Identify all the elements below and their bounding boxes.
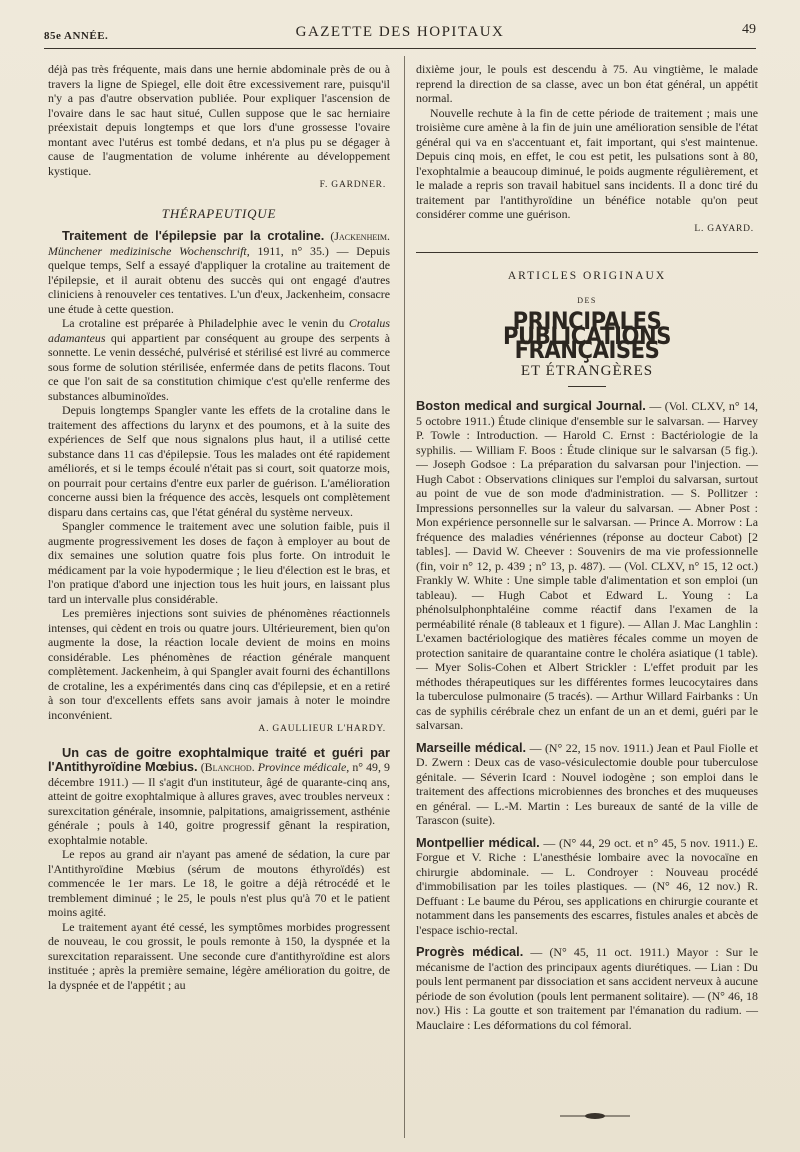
heading-line-2: DES xyxy=(577,295,597,305)
journal-entry-marseille xyxy=(416,741,758,828)
article-text: qui appartient par conséquent au groupe des serpents à sonnette. Le venin desséché, pulvérisé et stérilisé est livré au commerce sous forme de solution stérilisée, enfermée dans de petits flacons. Tout ce que l'on sait de sa constitution chimique c'est qu'elle renferme des substances albuminoïdes. xyxy=(48,330,390,403)
column-divider xyxy=(404,56,405,1138)
article-ref: 1911, n° 35.) xyxy=(249,243,329,258)
article-text: — Depuis quelque temps, Self a essayé d'appliquer la crotaline au traitement de l'épilepsie, et il aurait obtenu des succès qui ont engagé d'autres cliniciens à renouveler ces tentatives. L'un d'eux, Jackenheim, consacre une étude à cette question. xyxy=(48,243,390,316)
article-source: Province médicale, xyxy=(257,760,350,774)
article-lead xyxy=(48,229,390,316)
journal-entry-montpellier xyxy=(416,836,758,938)
right-column xyxy=(416,62,758,1040)
article-goitre xyxy=(48,746,390,993)
article-author: (Jackenheim. xyxy=(330,229,390,243)
article-author: (Blanchod. xyxy=(200,760,255,774)
section-rule xyxy=(416,252,758,253)
article-paragraph: Depuis longtemps Spangler vante les effets de la crotaline dans le traitement des affections du larynx et des poumons, et à la suite des expériences de Self que nous signalons plus haut, il a utilisé cette substance dans 11 cas d'épilepsie. Tous les malades ont été rapidement améliorés, et si le temps écoulé n'était pas si court, soit quatorze mois, on pourrait pour certains d'entre eux parler de guérison. L'amélioration concerne aussi bien la fréquence des accès, lesquels ont complètement disparu dans certains cas, que l'état général du système nerveux. xyxy=(48,403,390,519)
article-paragraph: Le repos au grand air n'ayant pas amené de sédation, la cure par l'Antithyroïdine Mœbius (sérum de moutons éthyroïdés) est commencée le 1er mars. Le 18, le goitre a déjà rétrocédé et le tremblement diminué ; le 25, le pouls n'est plus qu'à 70 et le patient moins agité. xyxy=(48,847,390,919)
journal-name: Boston medical and surgical Journal. xyxy=(416,398,646,413)
journal-entry-progres xyxy=(416,945,758,1032)
heading-line-1: ARTICLES ORIGINAUX xyxy=(507,270,667,282)
continued-paragraph: dixième jour, le pouls est descendu à 75. Au vingtième, le malade reprend la direction de sa classe, avec un bon état général, un appétit normal. xyxy=(416,62,758,105)
end-ornament-icon xyxy=(560,1112,630,1120)
article-text: La crotaline est préparée à Philadelphie avec le venin du xyxy=(62,316,349,330)
journal-title: GAZETTE DES HOPITAUX xyxy=(295,24,505,40)
article-source: Münchener medizinische Wochenschrift, xyxy=(48,243,250,258)
journal-name: Progrès médical. xyxy=(416,944,524,959)
continued-signature: L. GAYARD. xyxy=(694,223,754,234)
journal-paragraph xyxy=(416,741,758,828)
journal-text: — (N° 44, 29 oct. et n° 45, 5 nov. 1911.) E. Forgue et V. Riche : L'anesthésie lombaire avec la novocaïne en chirurgie abdominale. — L. Condroyer : Nouveau procédé d'immobilisation par les toiles plastiques. — (N° 46, 12 nov.) R. Deffuant : Le baume du Pérou, ses applications en chirurgie courante et notamment dans les pansements des escarres, fistules anales et abcès de l'espace ischio-rectal. xyxy=(416,835,758,937)
journal-text: — (N° 45, 11 oct. 1911.) Mayor : Sur le mécanisme de l'action des principaux agents diurétiques. — Lian : Du pouls lent permanent par dissociation et sans accident nerveux à aucune période de son évolution (pouls lent permanent solitaire). — (N° 46, 18 nov.) His : La goutte et son traitement par l'émanation du radium. — Mauclaire : Les déformations du col fémoral. xyxy=(416,945,758,1032)
publications-heading xyxy=(416,269,758,387)
running-header xyxy=(44,22,756,46)
heading-line-4: ET ÉTRANGÈRES xyxy=(520,362,654,379)
journal-text: — (Vol. CLXV, n° 14, 5 octobre 1911.) Étude clinique d'ensemble sur le salvarsan. — Harvey P. Towle : Introduction. — Harold C. Ernst : Bactériologie de la syphilis. — William F. Boos : Étude clinique sur le salvarsan (5 fig.). — Joseph Godsoe : La préparation du salvarsan pour l'injection. — Hugh Cabot : Observations cliniques sur l'emploi du salvarsan, surtout au point de vue de son mode d'administration. — S. Pollitzer : Impressions personnelles sur la valeur du salvarsan. — Abner Post : Mon expérience personnelle sur le salvarsan. — Prince A. Morrow : La fréquence des maladies vénériennes (réponse au docteur Cabot) [2 tables]. — David W. Cheever : Souvenirs de ma vie professionnelle (fin, voir n° 12, p. 439 ; n° 13, p. 487). — (Vol. CLXV, n° 15, 12 oct.) Frankly W. White : Une simple table d'alimentation et son emploi (un tableau). — Hugh Cabot et Edward L. Young : La phénolsulphonphtaléine comme réactif dans l'examen de la perméabilité rénale (8 tableaux et 1 figure). — Allan J. Mac Langhlin : L'examen bactériologique des matières fécales comme un moyen de protection sanitaire de quarantaine contre le choléra asiatique (1 table). — Myer Solis-Cohen et Albert Strickler : L'effet produit par les méthodes thérapeutiques sur les différentes formes leucocytaires dans la tuberculose pulmonaire (5 tracés). — Arthur Willard Fairbanks : Un cas de syphilis cérébrale chez un enfant de un an et demi, guéri par le salvarsan. xyxy=(416,399,758,732)
journal-paragraph xyxy=(416,836,758,938)
journal-paragraph xyxy=(416,399,758,733)
species-name: Crotalus adamanteus xyxy=(48,316,390,345)
article-ref: n° 49, 9 décembre 1911.) xyxy=(48,760,390,789)
journal-entry-boston xyxy=(416,399,758,733)
article-text: — Il s'agit d'un instituteur, âgé de quarante-cinq ans, atteint de goitre exophtalmique à allures graves, avec troubles nerveux : surexcitation générale, insomnie, palpitations, amaigrissement, asthénie générale ; pouls à 140, goitre progressif gênant la respiration, exophtalmie notable. xyxy=(48,774,390,847)
journal-text: — (N° 22, 15 nov. 1911.) Jean et Paul Fiolle et D. Zwern : Deux cas de vaso-vésiculectomie double pour tuberculose génitale. — Séverin Icard : Nouvel iodogène ; son emploi dans le traitement des affections microbiennes des bronches et des muqueuses en général. — L.-M. Martin : Les bureaux de santé de la ville de Tarascon (suite). xyxy=(416,740,758,827)
heading-line-3: PRINCIPALES PUBLICATIONS FRANÇAISES xyxy=(502,307,672,364)
left-column xyxy=(48,62,390,992)
page-number: 49 xyxy=(742,22,756,37)
article-lead xyxy=(48,746,390,848)
article-paragraph: Les premières injections sont suivies de phénomènes réactionnels intenses, qui cèdent en trois ou quatre jours. Ultérieurement, bien qu'on augmente la dose, la réaction locale devient de moins en moins considérable. Les phénomènes de réaction générale manquent complètement. Jackenheim, à qui Spangler avait fourni des échantillons de crotaline, les a expérimentés dans cinq cas d'épilepsie, et en a retiré à son tour d'excellents effets sans avoir jamais à noter le moindre inconvénient. xyxy=(48,606,390,722)
article-paragraph xyxy=(48,316,390,403)
journal-name: Montpellier médical. xyxy=(416,834,540,850)
journal-paragraph xyxy=(416,945,758,1032)
journal-name: Marseille médical. xyxy=(416,739,527,755)
article-epilepsie xyxy=(48,229,390,737)
article-paragraph: Spangler commence le traitement avec une solution faible, puis il augmente progressivement les doses de façon à employer au bout de dix semaines une solution quatre fois plus forte. On introduit le médicament par la voie hypodermique ; le lieu d'élection est le bras, et l'on pratique d'abord une injection tous les huit jours, en laissant plus tard un intervalle plus considérable. xyxy=(48,519,390,606)
heading-rule xyxy=(568,386,606,387)
article-title: Un cas de goitre exophtalmique traité et guéri par l'Antithyroïdine Mœbius. xyxy=(48,744,390,774)
continued-paragraph: Nouvelle rechute à la fin de cette période de traitement ; mais une troisième cure amène à la fin de juin une amélioration sensible de l'état général qui va en s'accentuant et, fait important, qui s'est maintenue. Depuis cinq mois, en effet, le cou est petit, les pulsations sont à 80, l'exophtalmie a beaucoup diminué, le poids augmente régulièrement, et le malade a repris son travail habituel sans incidents. Il a donc tiré du traitement par l'antithyroïdine un bénéfice notable qu'on peut considérer comme une guérison. xyxy=(416,105,758,221)
section-heading: THÉRAPEUTIQUE xyxy=(161,205,277,221)
article-paragraph: Le traitement ayant été cessé, les symptômes morbides progressent de nouveau, le cou grossit, le pouls remonte à 150, la dyspnée et la surexcitation reparaissent. Une seconde cure d'antithyroïdine est alors instituée ; après la première semaine, légère amélioration du goitre, de la dyspnée et de l'appétit ; au xyxy=(48,919,390,992)
header-rule xyxy=(44,48,756,49)
article-title: Traitement de l'épilepsie par la crotaline. xyxy=(62,228,325,243)
intro-paragraph: déjà pas très fréquente, mais dans une hernie abdominale près de ou à travers la ligne de Spiegel, elle doit être excessivement rare, puisqu'il n'y a pas d'autre observation publiée. Pour expliquer l'ascension de l'ovaire dans le sac haut situé, Cullen suppose que le sac herniaire préexistait depuis longtemps et que lors d'une grossesse l'ovaire montant avec l'utérus est tombé dedans, et n'a plus pu se dégager à cause de l'augmentation de volume inhérente au développement kystique. xyxy=(48,62,390,178)
intro-signature: F. GARDNER. xyxy=(319,180,386,190)
year-label: 85e ANNÉE. xyxy=(44,30,109,42)
article-signature: A. GAULLIEUR L'HARDY. xyxy=(258,724,386,734)
